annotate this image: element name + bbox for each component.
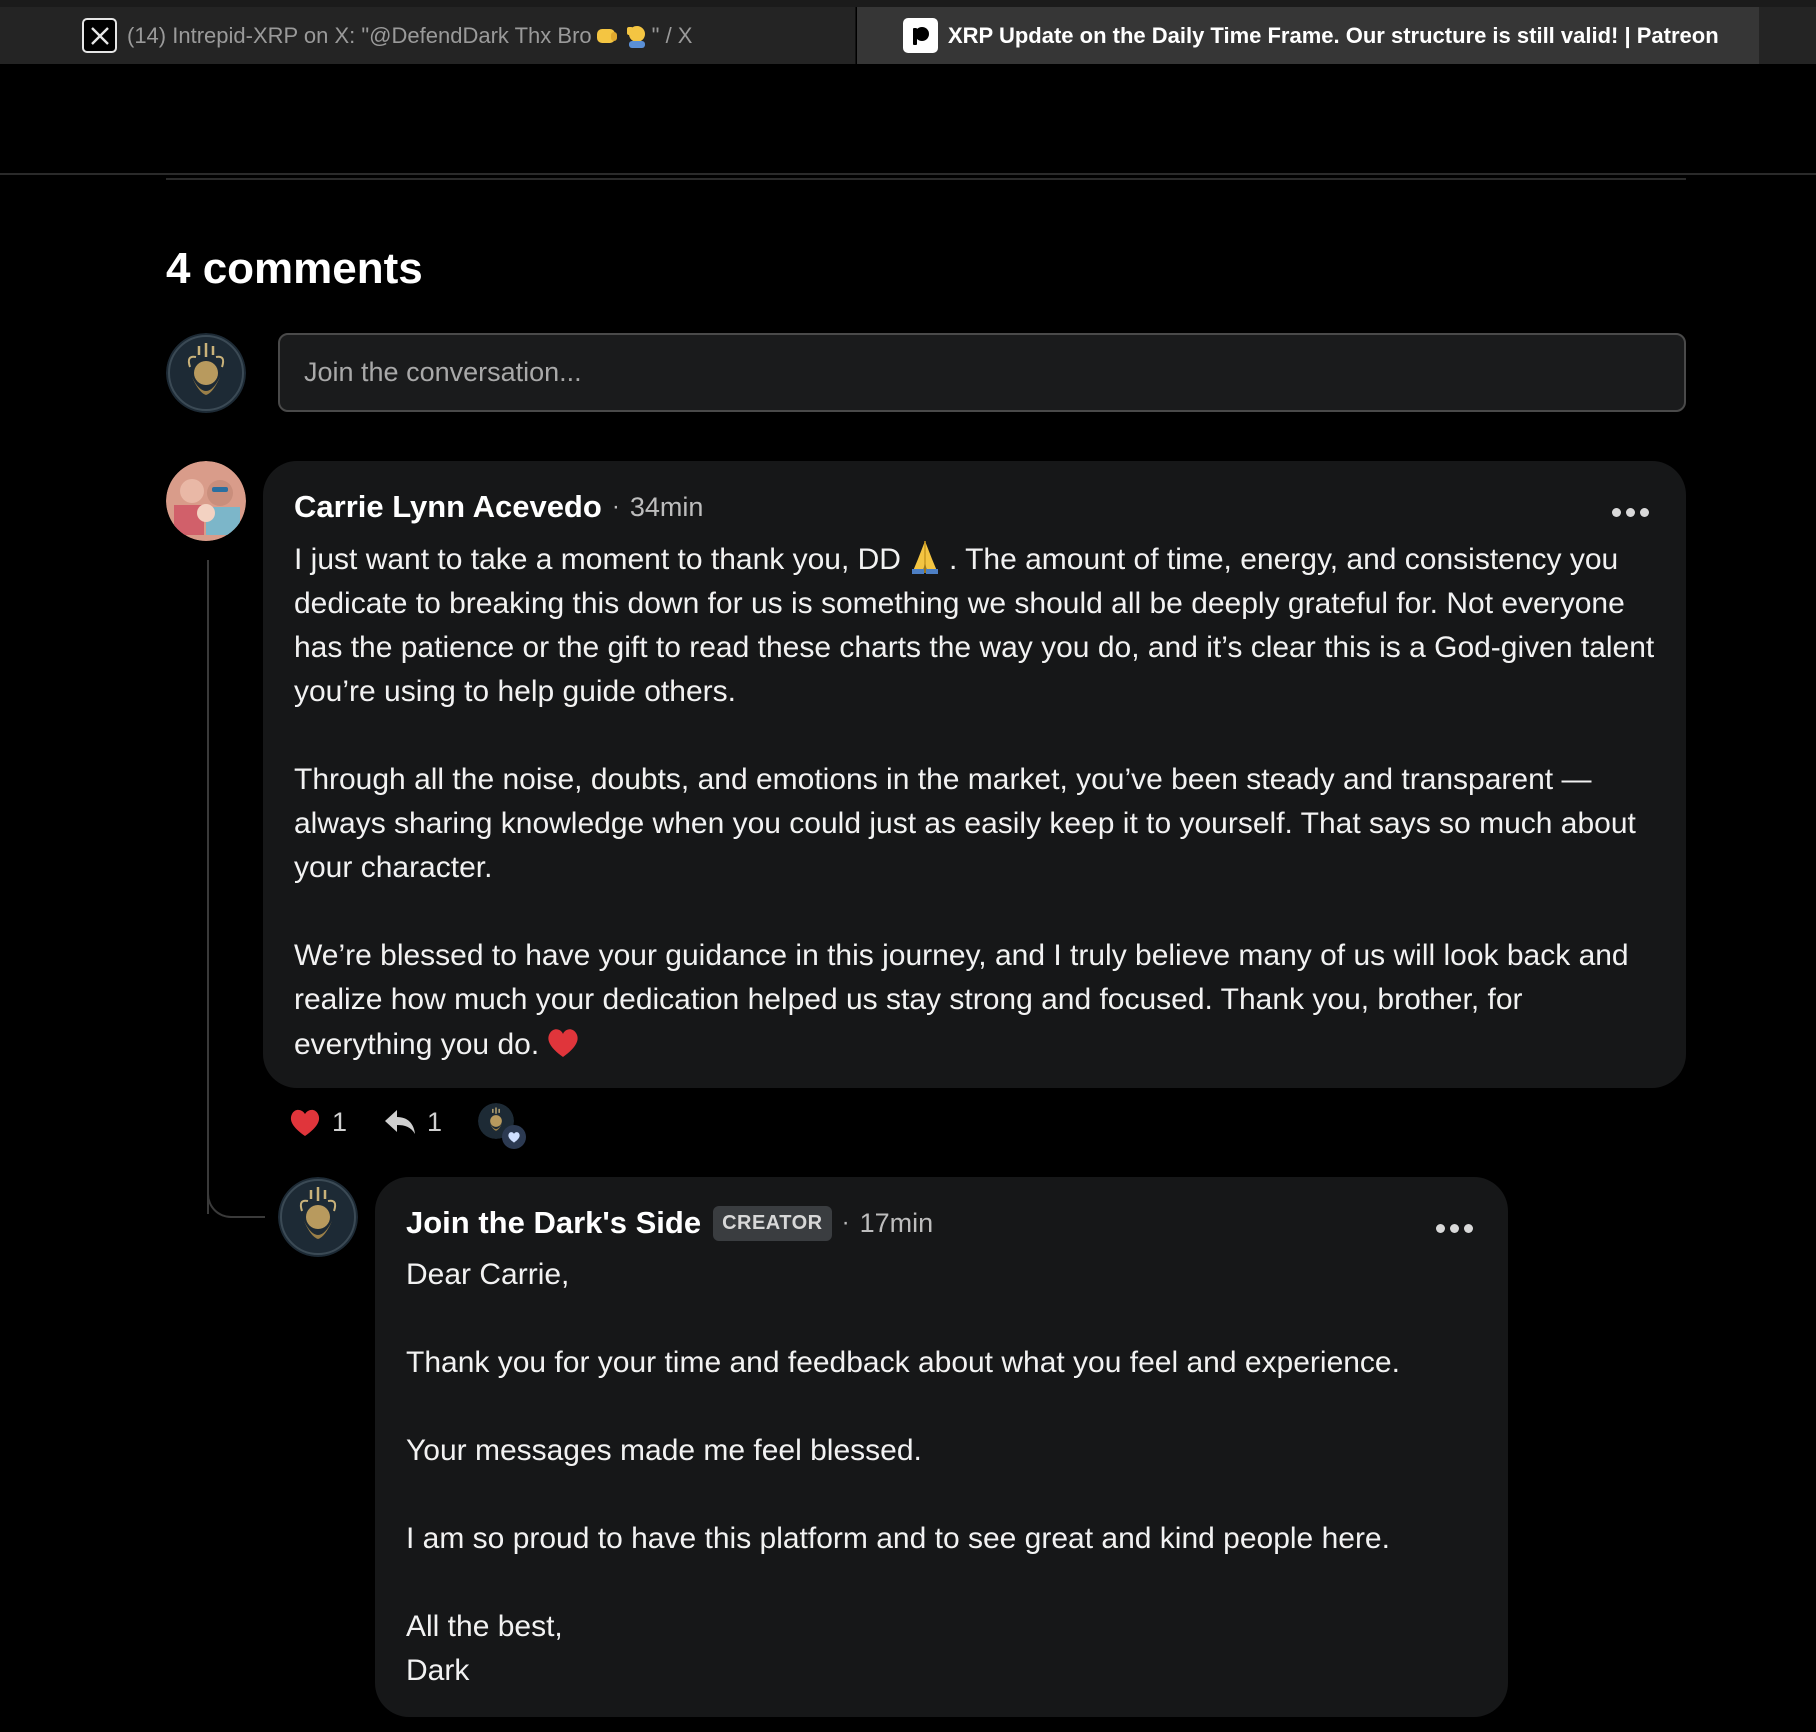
tab-x-title-suffix: " / X bbox=[651, 22, 693, 48]
reply-body bbox=[406, 1253, 1486, 1693]
comment-bubble bbox=[263, 461, 1686, 1088]
liked-heart-badge-icon bbox=[502, 1125, 526, 1149]
more-options-icon[interactable] bbox=[1436, 1224, 1473, 1233]
poseidon-avatar-icon bbox=[166, 333, 246, 413]
reply-author-name[interactable]: Join the Dark's Side bbox=[406, 1205, 702, 1240]
like-count: 1 bbox=[332, 1106, 348, 1137]
comments-count-heading: 4 comments bbox=[166, 244, 423, 293]
comment-paragraph: I just want to take a moment to thank you, DD . The amount of time, energy, and consistency you dedicate to breaking this down for us is something we should all be deeply grateful for. Not everyone has the patience or the gift to read these charts the way you do, and it’s clear this is a God-given talent you’re using to help guide others. bbox=[294, 537, 1664, 714]
browser-tab-bar bbox=[0, 0, 1816, 64]
reply-timestamp[interactable]: 17min bbox=[859, 1207, 934, 1238]
tab-bar-top-strip bbox=[0, 0, 1816, 7]
comment-composer-input[interactable] bbox=[278, 333, 1686, 412]
meta-separator-dot: · bbox=[611, 493, 620, 520]
patreon-logo-icon bbox=[903, 18, 938, 53]
comment-timestamp[interactable]: 34min bbox=[629, 491, 704, 522]
heart-icon bbox=[288, 1107, 322, 1137]
more-options-icon[interactable] bbox=[1612, 508, 1649, 517]
comment-body bbox=[294, 537, 1664, 1067]
section-divider bbox=[166, 178, 1686, 180]
reply-paragraph: Your messages made me feel blessed. bbox=[406, 1434, 922, 1467]
saluting-person-emoji bbox=[624, 23, 650, 49]
creator-badge: CREATOR bbox=[713, 1206, 832, 1241]
comment-action-bar bbox=[288, 1100, 516, 1144]
red-heart-emoji bbox=[543, 1022, 583, 1062]
reply-signature: Dark bbox=[406, 1654, 470, 1687]
profile-photo-avatar-icon bbox=[166, 461, 246, 541]
creator-liked-indicator[interactable] bbox=[478, 1103, 516, 1141]
commenter-avatar-carrie[interactable] bbox=[166, 461, 246, 541]
reply-paragraph: Thank you for your time and feedback about what you feel and experience. bbox=[406, 1346, 1400, 1379]
current-user-avatar[interactable] bbox=[166, 333, 246, 413]
page-header-area bbox=[0, 64, 1816, 175]
thread-connector-vertical bbox=[207, 560, 209, 1214]
tab-patreon-post[interactable] bbox=[857, 7, 1759, 64]
reply-button[interactable] bbox=[383, 1107, 442, 1138]
comment-paragraph: Through all the noise, doubts, and emotions in the market, you’ve been steady and transparent — always sharing knowledge when you could just as easily keep it to yourself. That says so much about your character. bbox=[294, 763, 1636, 884]
folded-hands-emoji bbox=[905, 537, 945, 577]
x-logo-icon bbox=[82, 18, 117, 53]
tab-patreon-title: XRP Update on the Daily Time Frame. Our structure is still valid! | Patreon bbox=[948, 22, 1719, 48]
reply-paragraph: All the best, bbox=[406, 1610, 563, 1643]
reply-paragraph: I am so proud to have this platform and to see great and kind people here. bbox=[406, 1522, 1390, 1555]
reply-arrow-icon bbox=[383, 1108, 417, 1136]
reply-paragraph: Dear Carrie, bbox=[406, 1258, 570, 1291]
comment-author-name[interactable]: Carrie Lynn Acevedo bbox=[294, 489, 602, 524]
tab-bar-filler bbox=[1759, 7, 1816, 64]
tab-x-title: (14) Intrepid-XRP on X: "@DefendDark Thx Bro bbox=[127, 22, 592, 48]
tab-x-intrepid[interactable] bbox=[0, 7, 856, 64]
thread-connector-elbow bbox=[207, 1194, 265, 1218]
composer-placeholder: Join the conversation... bbox=[304, 357, 582, 387]
comment-paragraph: We’re blessed to have your guidance in this journey, and I truly believe many of us will look back and realize how much your dedication helped us stay strong and focused. Thank you, brother, for everything you do. bbox=[294, 939, 1629, 1061]
reply-bubble bbox=[375, 1177, 1508, 1717]
meta-separator-dot: · bbox=[841, 1209, 850, 1236]
fist-bump-emoji bbox=[594, 23, 620, 49]
like-button[interactable] bbox=[288, 1107, 347, 1138]
creator-avatar[interactable] bbox=[278, 1177, 358, 1257]
poseidon-avatar-icon bbox=[278, 1177, 358, 1257]
reply-count: 1 bbox=[427, 1106, 443, 1137]
